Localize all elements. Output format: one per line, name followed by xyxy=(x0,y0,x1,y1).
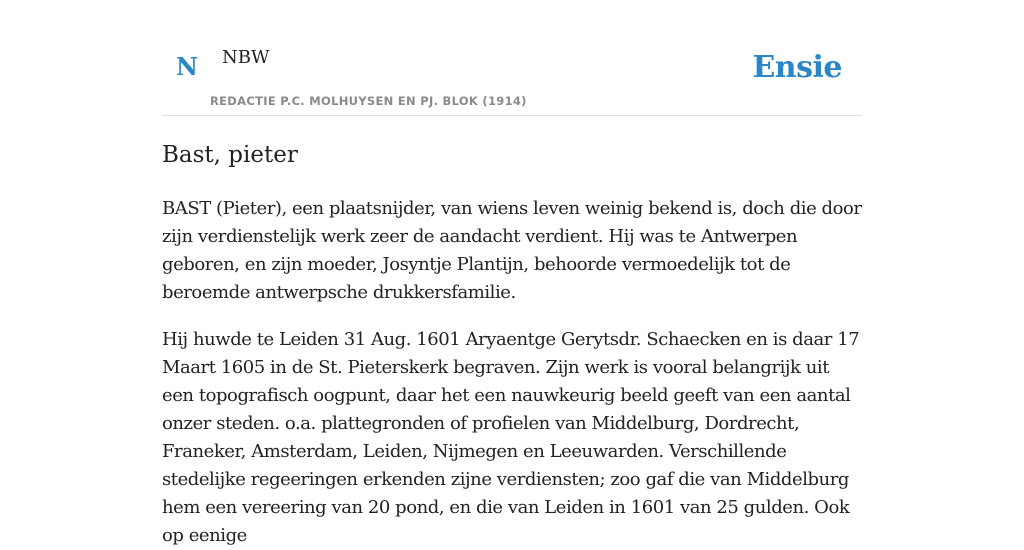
header xyxy=(162,0,862,116)
article-paragraph: Hij huwde te Leiden 31 Aug. 1601 Aryaentge Gerytsdr. Schaecken en is daar 17 Maart 1605 in de St. Pieterskerk begraven. Zijn werk is vooral belangrijk uit een topografisch oogpunt, daar het een nauwkeurig beeld geeft van een aantal onzer steden. o.a. plattegronden of profielen van Middelburg, Dordrecht, Franeker, Amsterdam, Leiden, Nijmegen en Leeuwarden. Verschillende stedelijke regeeringen erkenden zijne verdiensten; zoo gaf die van Middelburg hem een vereering van 20 pond, en die van Leiden in 1601 van 25 gulden. Ook op eenige xyxy=(162,328,860,546)
page-title: Bast, pieter xyxy=(162,142,298,168)
article-body xyxy=(162,195,862,550)
source-name[interactable]: NBW xyxy=(222,47,270,68)
article-paragraph: BAST (Pieter), een plaatsnijder, van wiens leven weinig bekend is, doch die door zijn verdienstelijk werk zeer de aandacht verdient. Hij was te Antwerpen geboren, en zijn moeder, Josyntje Plantijn, behoorde vermoedelijk tot de beroemde antwerpsche drukkersfamilie. xyxy=(162,197,862,303)
source-subtitle: REDACTIE P.C. MOLHUYSEN EN PJ. BLOK (1914) xyxy=(210,94,527,108)
source-logo-icon[interactable]: N xyxy=(176,52,198,81)
brand-logo[interactable]: Ensie xyxy=(752,50,842,85)
page xyxy=(162,0,862,550)
